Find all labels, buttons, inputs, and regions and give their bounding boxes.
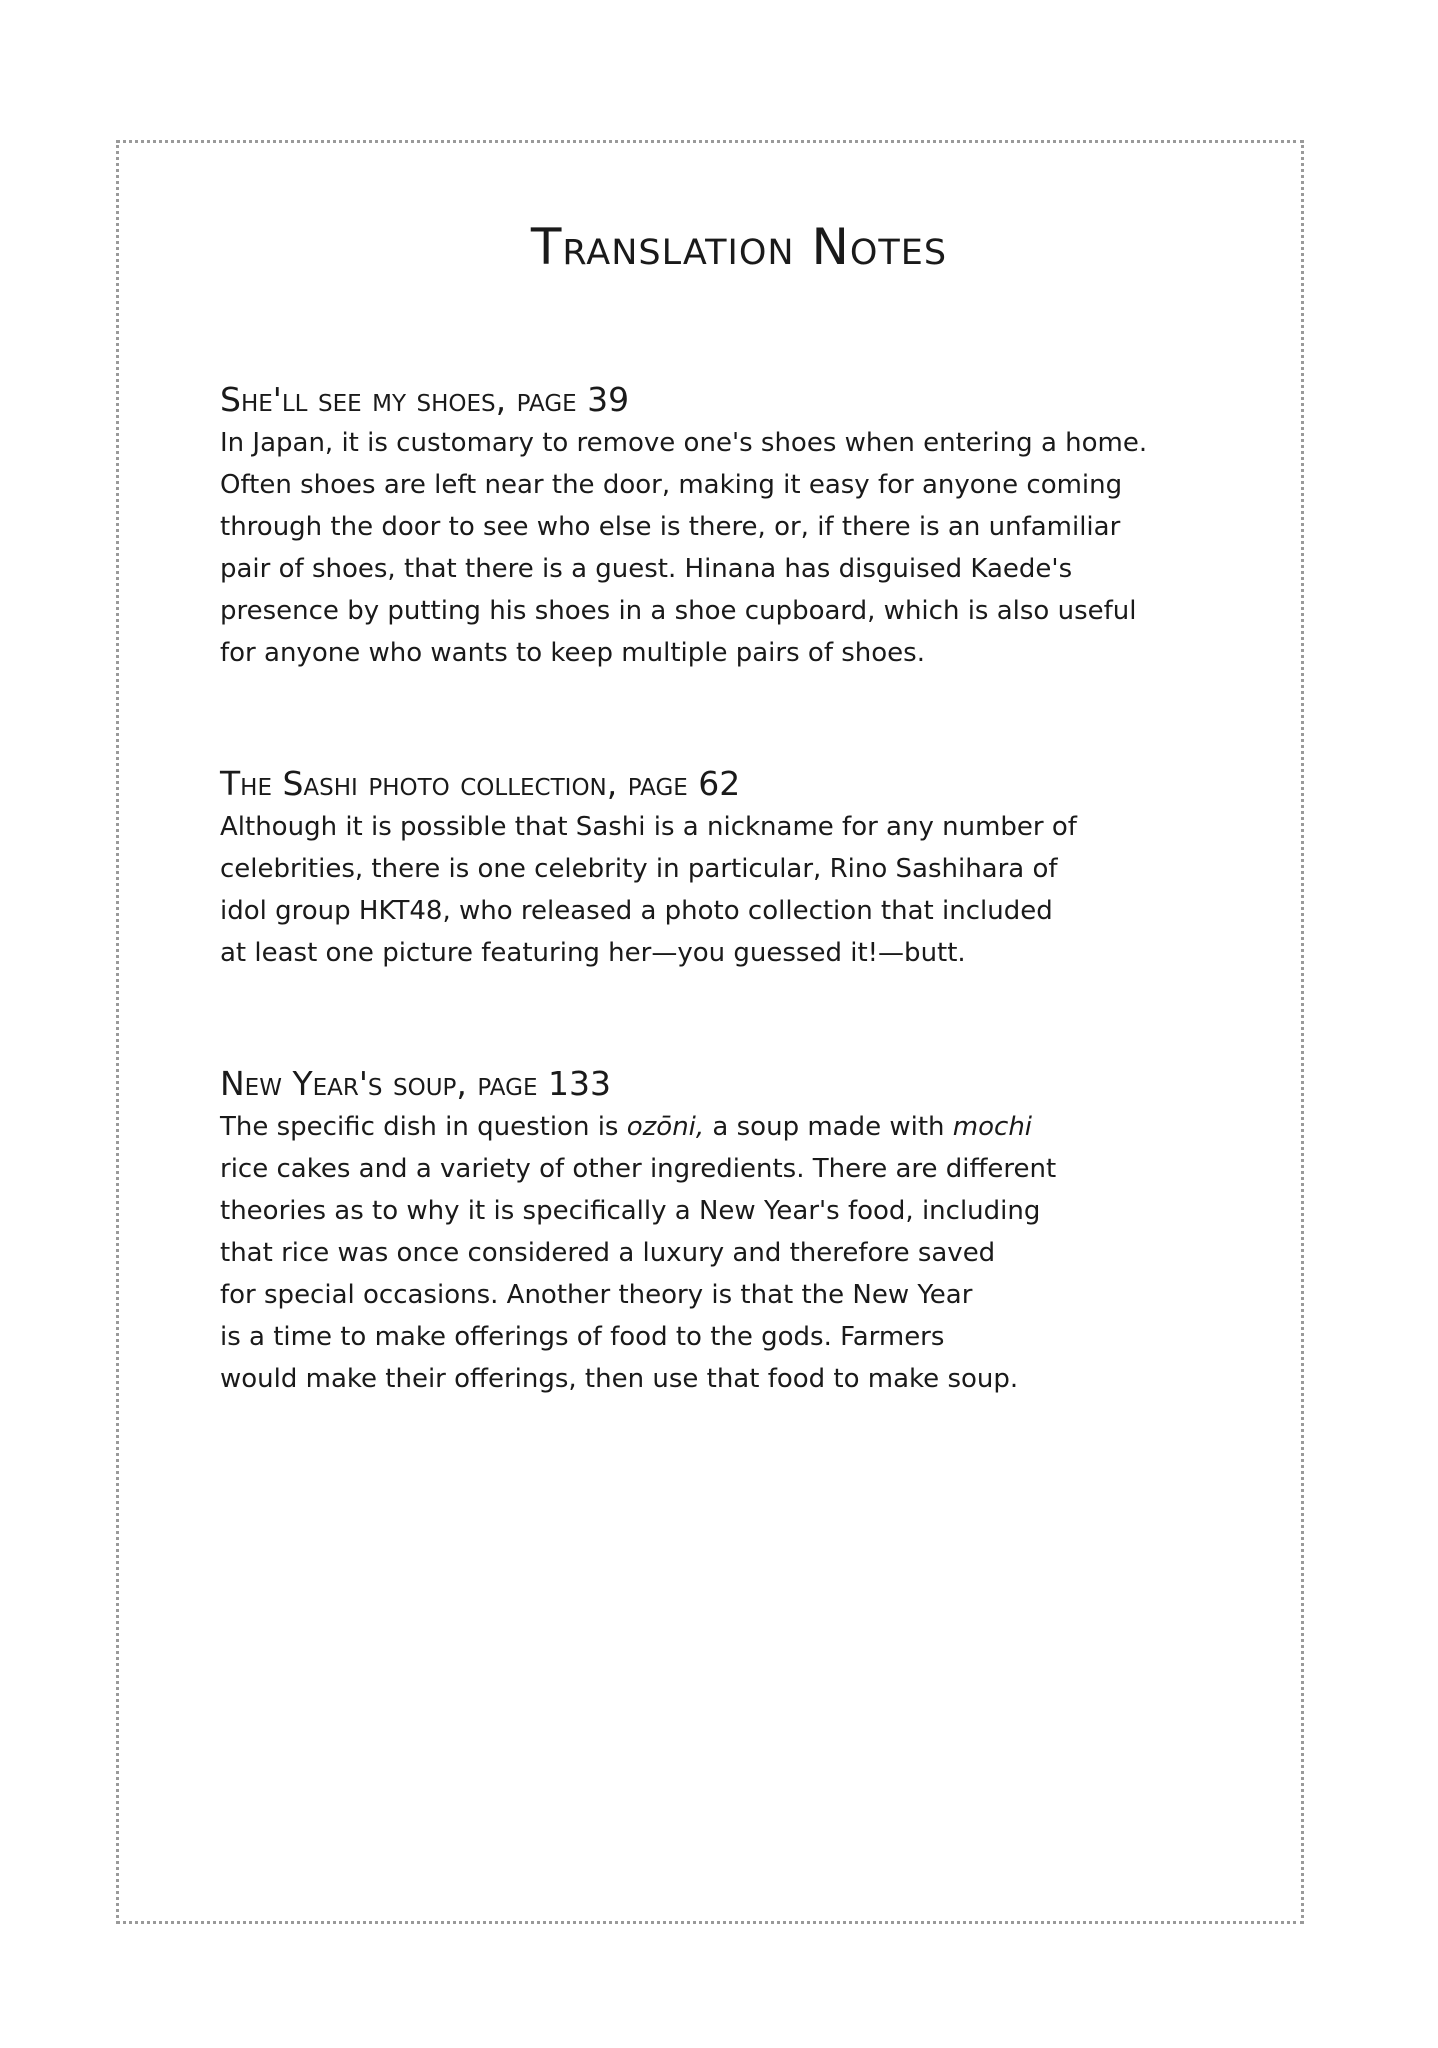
note-line: theories as to why it is specifically a New Year's food, including [220, 1196, 1041, 1226]
note-heading: The Sashi photo collection, page 62 [220, 764, 741, 803]
note-new-years-soup [220, 1062, 1120, 1400]
page-title: Translation Notes [530, 218, 948, 276]
note-line: In Japan, it is customary to remove one's shoes when entering a home. [220, 428, 1148, 458]
italic-term-mochi: mochi [952, 1112, 1033, 1142]
italic-term-ozoni: ozōni, [626, 1112, 705, 1142]
note-text: a soup made with [704, 1112, 953, 1142]
note-line: idol group HKT48, who released a photo collection that included [220, 896, 1053, 926]
note-heading: She'll see my shoes, page 39 [220, 380, 630, 419]
note-line: that rice was once considered a luxury and therefore saved [220, 1238, 996, 1268]
note-line [220, 1106, 1120, 1148]
note-line: Although it is possible that Sashi is a nickname for any number of [220, 812, 1077, 842]
note-line: for anyone who wants to keep multiple pairs of shoes. [220, 638, 925, 668]
note-line: would make their offerings, then use that food to make soup. [220, 1364, 1019, 1394]
note-line: celebrities, there is one celebrity in particular, Rino Sashihara of [220, 854, 1058, 884]
note-text: The specific dish in question is [220, 1112, 627, 1142]
note-sashi-photo-collection [220, 762, 1120, 974]
note-line: through the door to see who else is there, or, if there is an unfamiliar [220, 512, 1121, 542]
note-heading: New Year's soup, page 133 [220, 1064, 611, 1103]
note-line: at least one picture featuring her—you guessed it!—butt. [220, 938, 966, 968]
note-line: pair of shoes, that there is a guest. Hinana has disguised Kaede's [220, 554, 1073, 584]
note-line: is a time to make offerings of food to the gods. Farmers [220, 1322, 945, 1352]
note-line: presence by putting his shoes in a shoe cupboard, which is also useful [220, 596, 1137, 626]
note-line: rice cakes and a variety of other ingredients. There are different [220, 1154, 1057, 1184]
note-line: for special occasions. Another theory is that the New Year [220, 1280, 973, 1310]
note-shoes [220, 378, 1148, 674]
note-line: Often shoes are left near the door, making it easy for anyone coming [220, 470, 1123, 500]
